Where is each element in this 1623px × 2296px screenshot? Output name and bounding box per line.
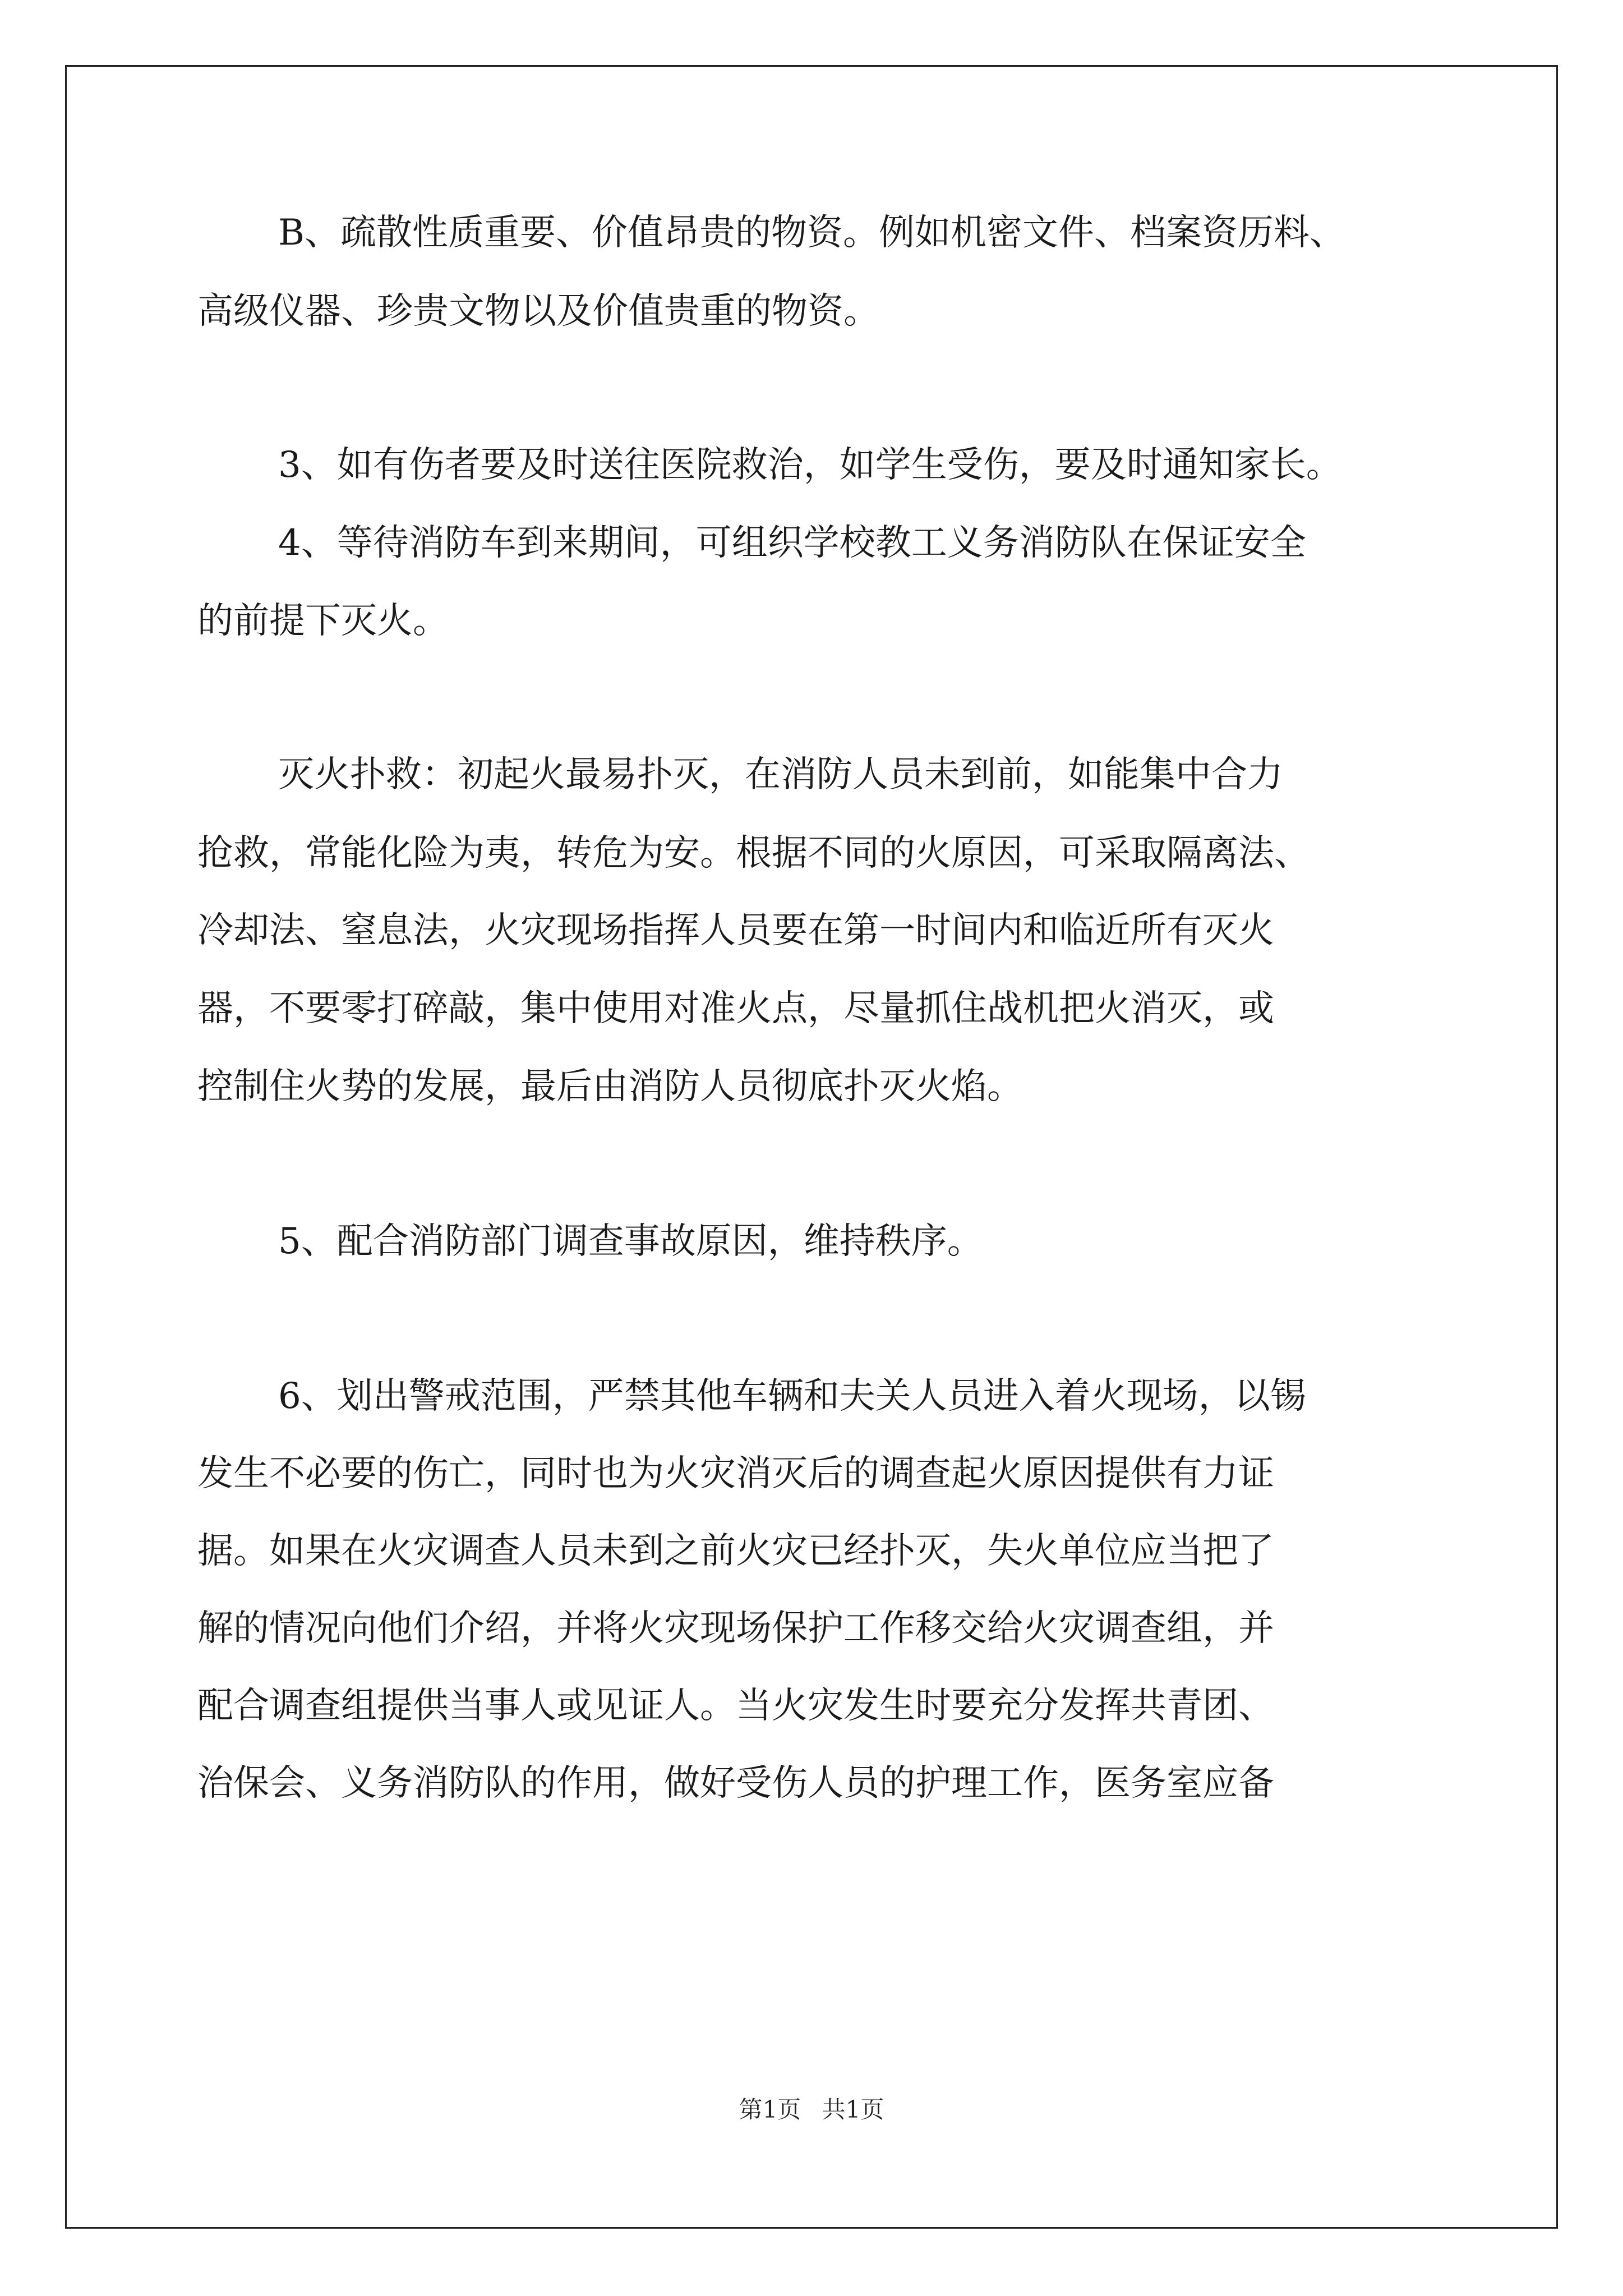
page-number: 第1页 [739,2096,801,2123]
text-line: 5、配合消防部门调查事故原因，维持秩序。 [278,1221,983,1262]
text-line: 冷却法、窒息法，火灾现场指挥人员要在第一时间内和临近所有灭火 [197,910,1274,951]
text-line: 的前提下灭火。 [197,600,449,642]
text-line: 3、如有伤者要及时送往医院救治，如学生受伤，要及时通知家长。 [278,444,1342,486]
page-total: 共1页 [822,2096,884,2123]
text-line: 解的情况向他们介绍，并将火灾现场保护工作移交给火灾调查组，并 [197,1608,1274,1649]
text-line: 灭火扑救：初起火最易扑灭，在消防人员未到前，如能集中合力 [278,754,1283,795]
text-line: 治保会、义务消防队的作用，做好受伤人员的护理工作，医务室应备 [197,1763,1274,1804]
page-border [65,65,1558,2229]
text-line: 控制住火势的发展，最后由消防人员彻底扑灭火焰。 [197,1066,1023,1107]
text-line: B、疏散性质重要、价值昂贵的物资。例如机密文件、档案资历料、 [278,212,1346,254]
text-line: 器，不要零打碎敲，集中使用对准火点，尽量抓住战机把火消灭，或 [197,988,1274,1029]
text-line: 抢救，常能化险为夷，转危为安。根据不同的火原因，可采取隔离法、 [197,832,1310,874]
text-line: 6、划出警戒范围，严禁其他车辆和夫关人员进入着火现场，以锡 [278,1375,1306,1417]
text-line: 高级仪器、珍贵文物以及价值贵重的物资。 [197,291,879,332]
text-line: 配合调查组提供当事人或见证人。当火灾发生时要充分发挥共青团、 [197,1685,1274,1727]
page-footer [0,2096,1623,2124]
text-line: 4、等待消防车到来期间，可组织学校教工义务消防队在保证安全 [278,522,1306,564]
text-line: 据。如果在火灾调查人员未到之前火灾已经扑灭，失火单位应当把了 [197,1530,1274,1572]
text-line: 发生不必要的伤亡，同时也为火灾消灭后的调查起火原因提供有力证 [197,1453,1274,1494]
